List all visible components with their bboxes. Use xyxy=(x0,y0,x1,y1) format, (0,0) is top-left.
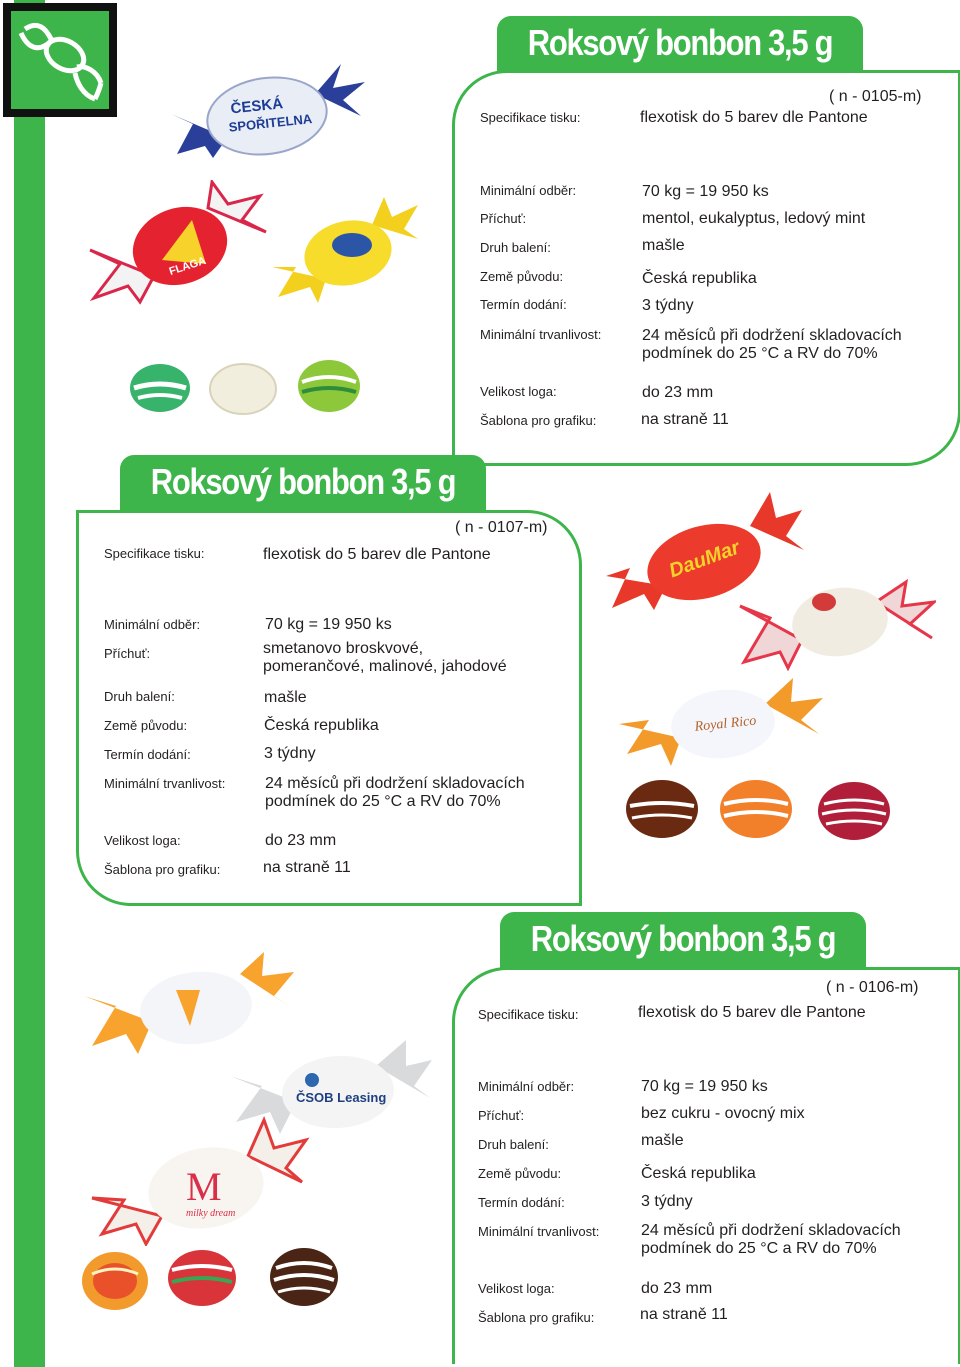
candy-photo-royal xyxy=(615,672,825,772)
min-order-label: Minimální odběr: xyxy=(478,1079,575,1094)
flavor-label: Příchuť: xyxy=(480,211,527,226)
origin-label: Země původu: xyxy=(478,1166,562,1181)
candy-photo-cs xyxy=(165,58,370,162)
packaging-value: mašle xyxy=(642,237,685,254)
shelf-life-label: Minimální trvanlivost: xyxy=(480,327,602,342)
flavor-value: bez cukru - ovocný mix xyxy=(641,1105,805,1122)
product-title: Roksový bonbon 3,5 g xyxy=(527,22,833,63)
left-accent-bar xyxy=(14,0,45,1367)
candy-icon xyxy=(11,11,109,109)
shelf-life-line1: 24 měsíců při dodržení skladovacích xyxy=(641,1222,901,1239)
product-title: Roksový bonbon 3,5 g xyxy=(530,918,836,959)
wrapper-print-cs-2: SPOŘITELNA xyxy=(227,111,313,135)
flavor-label: Příchuť: xyxy=(104,646,151,661)
packaging-value: mašle xyxy=(641,1132,684,1149)
spec-label: Specifikace tisku: xyxy=(480,110,581,125)
candy-photo-brown-white-stripe xyxy=(268,1246,340,1308)
shelf-life-line2: podmínek do 25 °C a RV do 70% xyxy=(642,345,878,362)
wrapper-print-mdream: milky dream xyxy=(186,1208,236,1219)
product-title-tab xyxy=(120,455,486,515)
candy-photo-brown-stripe xyxy=(624,778,700,840)
template-value: na straně 11 xyxy=(640,1306,728,1323)
logo-size-label: Velikost loga: xyxy=(480,384,557,399)
shelf-life-line2: podmínek do 25 °C a RV do 70% xyxy=(265,793,501,810)
min-order-value: 70 kg = 19 950 ks xyxy=(641,1078,768,1095)
wrapper-print-m: M xyxy=(186,1164,222,1209)
candy-photo-white xyxy=(208,362,278,416)
min-order-label: Minimální odběr: xyxy=(104,617,201,632)
template-label: Šablona pro grafiku: xyxy=(104,862,221,877)
logo-size-label: Velikost loga: xyxy=(478,1281,555,1296)
delivery-label: Termín dodání: xyxy=(104,747,191,762)
candy-logo xyxy=(3,3,117,117)
candy-photo-mdream xyxy=(88,1116,310,1246)
packaging-value: mašle xyxy=(264,689,307,706)
min-order-label: Minimální odběr: xyxy=(480,183,577,198)
candy-photo-yellow xyxy=(268,195,420,305)
candy-photo-red-stripe xyxy=(816,780,892,842)
product-title-tab xyxy=(500,912,866,972)
spec-label: Specifikace tisku: xyxy=(104,546,205,561)
product-code: ( n - 0105-m) xyxy=(829,88,922,105)
template-value: na straně 11 xyxy=(263,859,351,876)
spec-value: flexotisk do 5 barev dle Pantone xyxy=(263,546,491,563)
shelf-life-label: Minimální trvanlivost: xyxy=(104,776,226,791)
flavor-label: Příchuť: xyxy=(478,1108,525,1123)
candy-photo-orange-stripe xyxy=(718,778,794,840)
spec-label: Specifikace tisku: xyxy=(478,1007,579,1022)
spec-value: flexotisk do 5 barev dle Pantone xyxy=(640,109,868,126)
packaging-label: Druh balení: xyxy=(480,240,551,255)
wrapper-print-cs-1: ČESKÁ xyxy=(229,95,284,118)
logo-size-value: do 23 mm xyxy=(641,1280,713,1297)
shelf-life-line2: podmínek do 25 °C a RV do 70% xyxy=(641,1240,877,1257)
candy-photo-red-green-stripe xyxy=(166,1248,238,1308)
product-title-tab xyxy=(497,16,863,76)
template-label: Šablona pro grafiku: xyxy=(478,1310,595,1325)
delivery-value: 3 týdny xyxy=(642,297,694,314)
origin-value: Česká republika xyxy=(264,717,379,734)
wrapper-print-leasing: ČSOB Leasing xyxy=(296,1090,387,1105)
product-info-panel xyxy=(452,70,960,466)
delivery-label: Termín dodání: xyxy=(478,1195,565,1210)
delivery-label: Termín dodání: xyxy=(480,297,567,312)
candy-photo-orange-fruit xyxy=(80,1250,150,1312)
shelf-life-line1: 24 měsíců při dodržení skladovacích xyxy=(642,327,902,344)
template-label: Šablona pro grafiku: xyxy=(480,413,597,428)
flavor-line1: smetanovo broskvové, xyxy=(263,640,424,657)
logo-size-value: do 23 mm xyxy=(642,384,714,401)
origin-value: Česká republika xyxy=(641,1165,756,1182)
wrapper-print-daumar: DauMar xyxy=(666,536,743,583)
shelf-life-label: Minimální trvanlivost: xyxy=(478,1224,600,1239)
delivery-value: 3 týdny xyxy=(264,745,316,762)
shelf-life-line1: 24 měsíců při dodržení skladovacích xyxy=(265,775,525,792)
product-title: Roksový bonbon 3,5 g xyxy=(150,461,456,502)
origin-label: Země původu: xyxy=(104,718,188,733)
candy-photo-lime-stripe xyxy=(296,358,362,414)
candy-photo-striped-wrap xyxy=(736,572,936,672)
min-order-value: 70 kg = 19 950 ks xyxy=(642,183,769,200)
logo-size-value: do 23 mm xyxy=(265,832,337,849)
packaging-label: Druh balení: xyxy=(478,1137,549,1152)
candy-photo-green-stripe xyxy=(128,362,192,414)
wrapper-print-royal: Royal Rico xyxy=(694,713,758,735)
candy-photo-flaga xyxy=(80,180,270,310)
packaging-label: Druh balení: xyxy=(104,689,175,704)
product-code: ( n - 0106-m) xyxy=(826,979,919,996)
origin-label: Země původu: xyxy=(480,269,564,284)
product-code: ( n - 0107-m) xyxy=(455,519,548,536)
origin-value: Česká republika xyxy=(642,270,757,287)
wrapper-print-flaga: FLAGA xyxy=(167,254,208,278)
template-value: na straně 11 xyxy=(641,411,729,428)
flavor-line2: pomerančové, malinové, jahodové xyxy=(263,658,507,675)
delivery-value: 3 týdny xyxy=(641,1193,693,1210)
min-order-value: 70 kg = 19 950 ks xyxy=(265,616,392,633)
spec-value: flexotisk do 5 barev dle Pantone xyxy=(638,1004,866,1021)
flavor-value: mentol, eukalyptus, ledový mint xyxy=(642,210,866,227)
logo-size-label: Velikost loga: xyxy=(104,833,181,848)
